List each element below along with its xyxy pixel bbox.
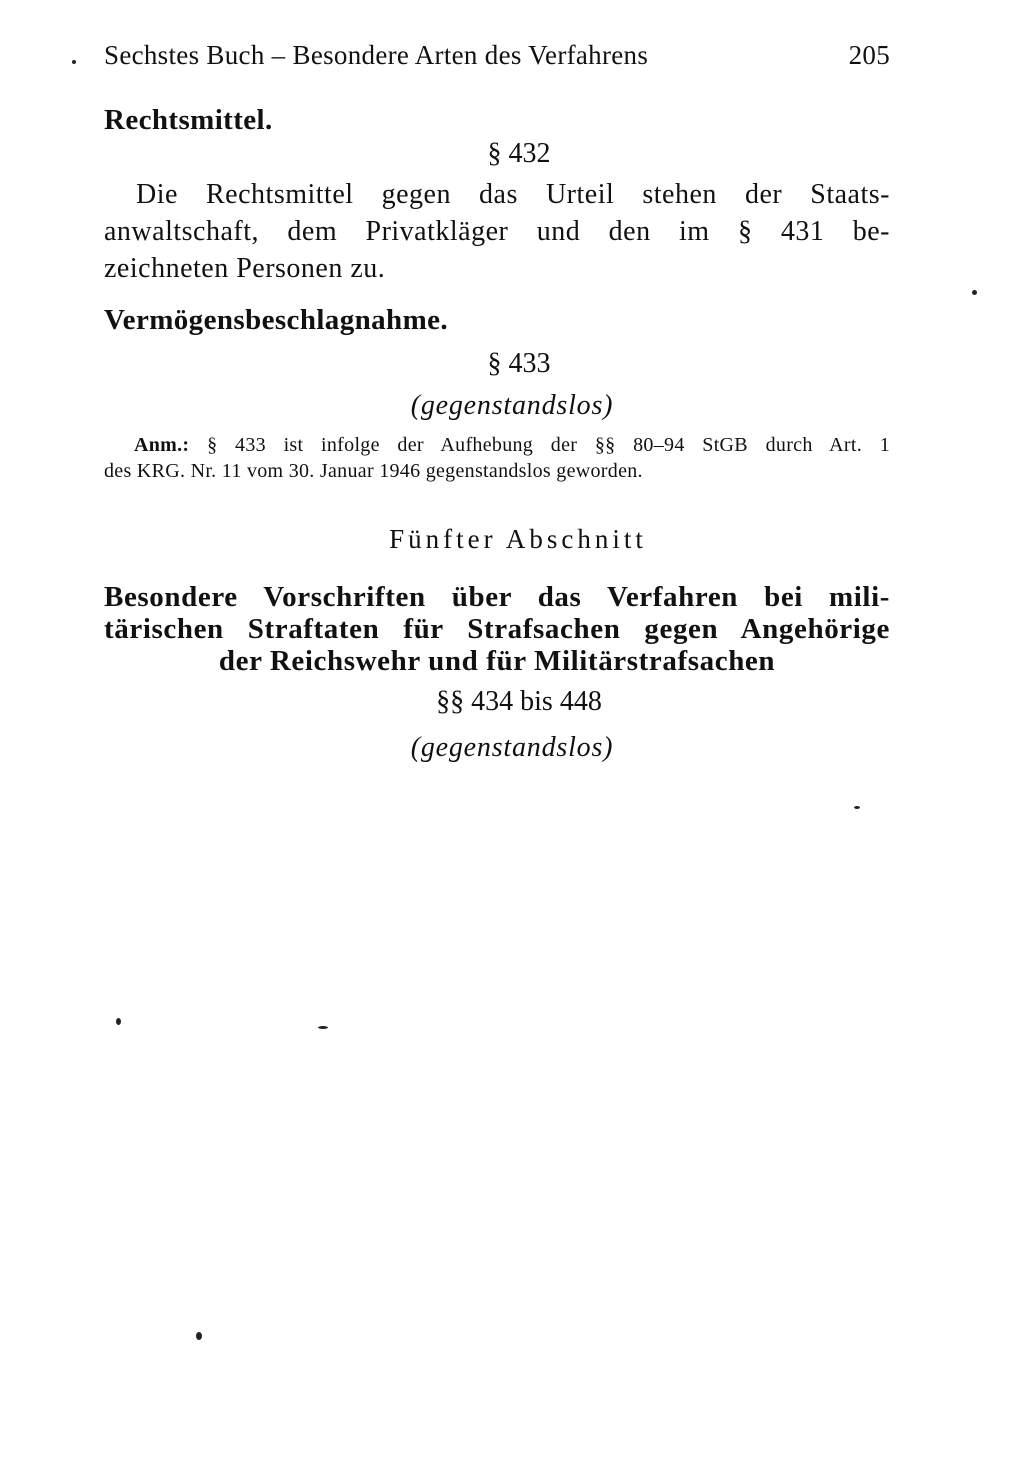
scan-speck xyxy=(972,290,977,295)
subchapter-title: Fünfter Abschnitt xyxy=(389,524,647,554)
paragraph-432-text xyxy=(104,176,890,287)
page-number: 205 xyxy=(848,40,890,70)
subchapter-heading-line-2: tärischen Straftaten für Strafsachen gegen Angehörige xyxy=(104,613,890,645)
subchapter-heading xyxy=(104,581,890,677)
annotation-line-2: des KRG. Nr. 11 vom 30. Januar 1946 gegenstandslos geworden. xyxy=(104,460,643,482)
scan-speck xyxy=(116,1018,121,1025)
scan-speck xyxy=(318,1026,328,1029)
paragraph-432-line-3: zeichneten Personen zu. xyxy=(104,253,386,284)
annotation-433 xyxy=(104,432,890,484)
annotation-line-1-text: § 433 ist infolge der Aufhebung der §§ 80–94 StGB durch Art. 1 xyxy=(207,434,891,456)
status-434-448: (gegenstandslos) xyxy=(410,732,614,763)
running-head xyxy=(104,40,890,76)
subchapter-heading-line-3: der Reichswehr und für Militärstrafsachen xyxy=(218,645,776,677)
paragraph-432-line-2: anwaltschaft, dem Privatkläger und den im § 431 be- xyxy=(104,216,890,247)
heading-rechtsmittel: Rechtsmittel. xyxy=(104,104,273,136)
paragraph-number-433: § 433 xyxy=(487,348,551,379)
running-head-title: Sechstes Buch – Besondere Arten des Verfahrens xyxy=(104,40,649,70)
heading-vermoegensbeschlagnahme: Vermögensbeschlagnahme. xyxy=(104,304,449,336)
scan-speck xyxy=(854,806,860,809)
annotation-line-1 xyxy=(104,432,890,458)
status-433: (gegenstandslos) xyxy=(410,390,614,421)
scan-speck xyxy=(72,60,76,64)
annotation-label: Anm.: xyxy=(134,434,190,456)
subchapter-heading-line-1: Besondere Vorschriften über das Verfahren bei mili- xyxy=(104,581,890,613)
scan-speck xyxy=(196,1332,202,1340)
paragraph-432-line-1: Die Rechtsmittel gegen das Urteil stehen der Staats- xyxy=(136,179,890,210)
paragraph-number-432: § 432 xyxy=(487,138,551,169)
paragraph-range-434-448: §§ 434 bis 448 xyxy=(436,686,602,717)
